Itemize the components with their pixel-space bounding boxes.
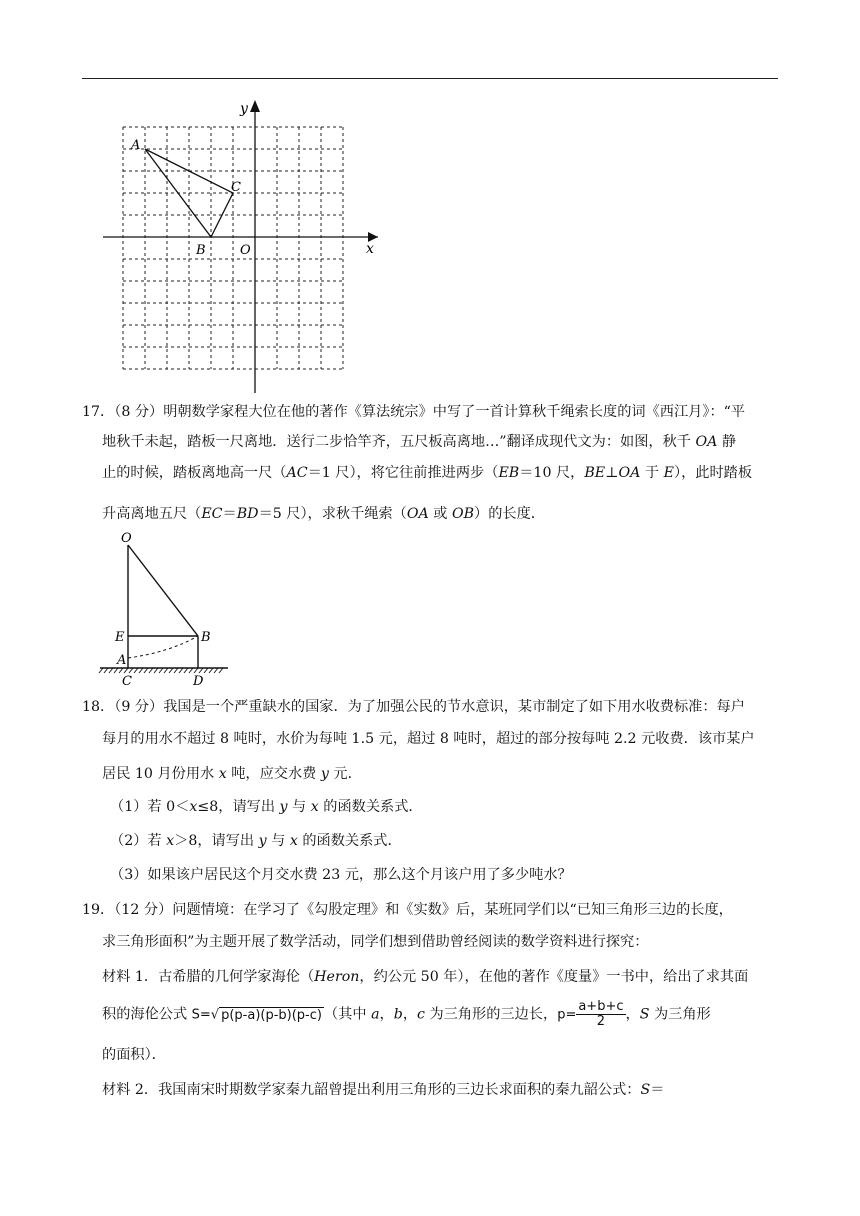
q17-line-2: 地秋千未起，踏板一尺离地．送行二步恰竿齐，五尺板高离地…”翻译成现代文为：如图，秋千 OA 静 (102, 434, 737, 450)
hatch-mark (164, 668, 168, 673)
q19-line-2: 求三角形面积”为主题开展了数学活动，同学们想到借助曾经阅读的数学资料进行探究： (102, 934, 649, 950)
hatch-mark (104, 668, 108, 673)
q18-sub-2: （2）若 x＞8，请写出 y 与 x 的函数关系式． (110, 833, 402, 849)
hatch-mark (214, 668, 218, 673)
q17-line-3: 止的时候，踏板离地高一尺（AC＝1 尺），将它往前推进两步（EB＝10 尺，BE⊥OA 于 E），此时踏板 (102, 465, 753, 481)
label-e: E (115, 630, 125, 645)
hatch-mark (109, 668, 113, 673)
label-c2: C (122, 674, 132, 689)
q19-material-2: 材料 2．我国南宋时期数学家秦九韶曾提出利用三角形的三边长求面积的秦九韶公式：S＝ (102, 1082, 665, 1098)
hatch-mark (194, 668, 198, 673)
hatch-mark (204, 668, 208, 673)
hatch-mark (189, 668, 193, 673)
q18-line-2: 每月的用水不超过 8 吨时，水价为每吨 1.5 元，超过 8 吨时，超过的部分按每吨 2.2 元收费．该市某户 (102, 731, 755, 747)
label-d: D (193, 674, 204, 689)
hatch-mark (184, 668, 188, 673)
hatch-mark (209, 668, 213, 673)
q19-heron-formula-line: 积的海伦公式 S=√ p(p-a)(p-b)(p-c) （其中 a，b，c 为三角形的三边长，p= $\frac{a+b+c}{2}$ ，S 为三角形 (102, 999, 711, 1029)
heron-formula: S=√ p(p-a)(p-b)(p-c) (191, 1007, 322, 1023)
q18-line-3: 居民 10 月份用水 x 吨，应交水费 y 元． (102, 766, 362, 782)
hatch-mark (114, 668, 118, 673)
q19-material-1: 材料 1．古希腊的几何学家海伦（Heron，约公元 50 年），在他的著作《度量》一书中，给出了求其面 (102, 969, 749, 985)
hatch-mark (99, 668, 103, 673)
hatch-mark (179, 668, 183, 673)
q17-line-1: 17．（8 分）明朝数学家程大位在他的著作《算法统宗》中写了一首计算秋千绳索长度的词《西江月》：“平 (82, 404, 746, 420)
hatch-mark (169, 668, 173, 673)
q19-material-1-end: 的面积）． (102, 1047, 166, 1063)
hatch-mark (129, 668, 133, 673)
q18-line-1: 18．（9 分）我国是一个严重缺水的国家．为了加强公民的节水意识，某市制定了如下用水收费标准：每户 (82, 699, 745, 715)
hatch-mark (219, 668, 223, 673)
hatch-mark (119, 668, 123, 673)
label-a2: A (117, 653, 127, 668)
rope-ob (128, 545, 198, 636)
hatch-mark (144, 668, 148, 673)
label-a: A (131, 138, 141, 153)
ground-hatching (99, 668, 223, 673)
label-b2: B (201, 630, 211, 645)
q17-line-4: 升高离地五尺（EC＝BD＝5 尺），求秋千绳索（OA 或 OB）的长度． (102, 506, 545, 522)
label-origin: O (240, 243, 251, 258)
hatch-mark (124, 668, 128, 673)
label-x-axis: x (366, 241, 374, 257)
hatch-mark (154, 668, 158, 673)
label-o: O (121, 531, 132, 546)
q18-sub-3: （3）如果该户居民这个月交水费 23 元，那么这个月该户用了多少吨水？ (110, 867, 572, 883)
hatch-mark (159, 668, 163, 673)
hatch-mark (134, 668, 138, 673)
hatch-mark (199, 668, 203, 673)
label-b: B (196, 243, 206, 258)
hatch-mark (149, 668, 153, 673)
q18-sub-1: （1）若 0＜x≤8，请写出 y 与 x 的函数关系式． (110, 799, 423, 815)
label-c: C (231, 180, 241, 195)
label-y-axis: y (240, 101, 248, 117)
hatch-mark (139, 668, 143, 673)
swing-arc (128, 636, 198, 658)
hatch-mark (174, 668, 178, 673)
semi-perimeter-fraction: $\frac{a+b+c}{2}$ (578, 999, 624, 1029)
q19-line-1: 19．（12 分）问题情境：在学习了《勾股定理》和《实数》后，某班同学们以“已知三角形三边的长度， (82, 902, 733, 918)
